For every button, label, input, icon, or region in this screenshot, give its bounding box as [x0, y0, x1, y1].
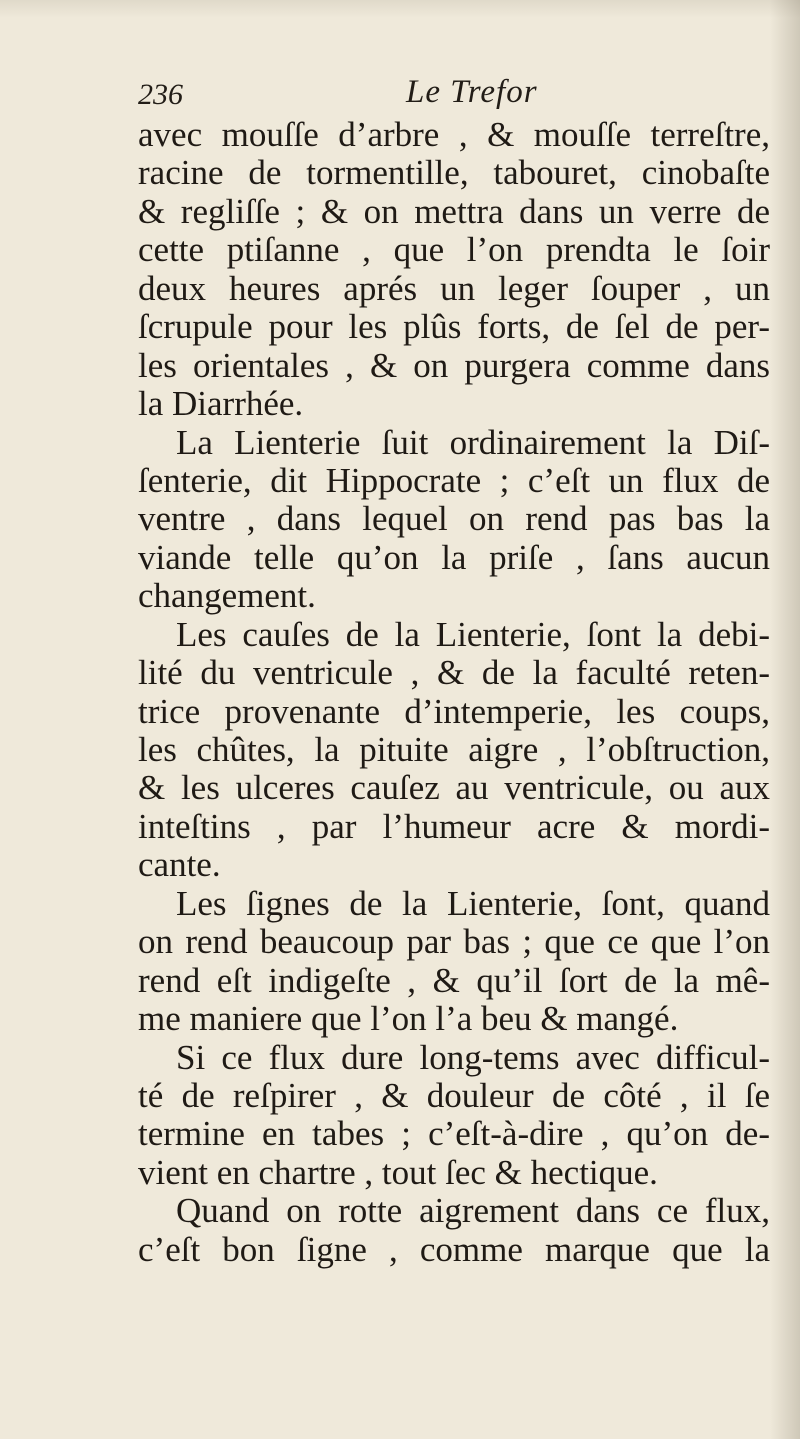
text-line: ſenterie, dit Hippocrate ; c’eſt un flux de [138, 461, 770, 500]
text-line: c’eſt bon ſigne , comme marque que la [138, 1230, 770, 1269]
text-line: & les ulceres cauſez au ventricule, ou aux [138, 769, 770, 808]
text-line: avec mouſſe d’arbre , & mouſſe terreſtre, [138, 116, 770, 154]
text-line: trice provenante d’intemperie, les coups, [138, 692, 770, 731]
text-line: cette ptiſanne , que l’on prendta le ſoir [138, 231, 770, 270]
text-line: les chûtes, la pituite aigre , l’obſtruction, [138, 731, 770, 769]
text-line: les orientales , & on purgera comme dans [138, 346, 770, 385]
text-line: inteſtins , par l’humeur acre & mordi- [138, 807, 770, 846]
text-line: Si ce flux dure long-tems avec difficul- [176, 1038, 770, 1077]
text-line: la Diarrhée. [138, 385, 304, 424]
text-line: vient en chartre , tout ſec & hectique. [138, 1153, 658, 1192]
text-line: té de reſpirer , & douleur de côté , il ſe [138, 1076, 770, 1115]
text-line: ventre , dans lequel on rend pas bas la [138, 500, 770, 539]
text-line: changement. [138, 577, 316, 616]
text-line: deux heures aprés un leger ſouper , un [138, 269, 770, 308]
text-line: cante. [138, 846, 221, 885]
text-line: Les ſignes de la Lienterie, ſont, quand [176, 884, 770, 923]
text-line: Quand on rotte aigrement dans ce flux, [176, 1192, 770, 1231]
text-line: Les cauſes de la Lienterie, ſont la debi- [176, 615, 770, 654]
text-line: me maniere que l’on l’a beu & mangé. [138, 1000, 679, 1039]
text-line: ſcrupule pour les plûs forts, de ſel de per- [138, 308, 770, 347]
text-line: viande telle qu’on la priſe , ſans aucun [138, 538, 770, 577]
text-line: racine de tormentille, tabouret, cinobaſte [138, 154, 770, 193]
page-header [138, 72, 778, 118]
text-line: lité du ventricule , & de la faculté reten- [138, 654, 770, 693]
page-number: 236 [138, 78, 183, 111]
running-head: Le Trefor [406, 74, 538, 110]
text-line: La Lienterie ſuit ordinairement la Diſ- [176, 423, 770, 462]
text-line: rend eſt indigeſte , & qu’il ſort de la mê- [138, 961, 770, 1000]
text-line: on rend beaucoup par bas ; que ce que l’on [138, 923, 770, 962]
text-line: termine en tabes ; c’eſt-à-dire , qu’on de- [138, 1115, 770, 1154]
page-top-shade [0, 0, 800, 18]
text-line: & regliſſe ; & on mettra dans un verre de [138, 192, 770, 231]
binding-shadow [770, 0, 800, 1439]
body-text [138, 116, 770, 1269]
